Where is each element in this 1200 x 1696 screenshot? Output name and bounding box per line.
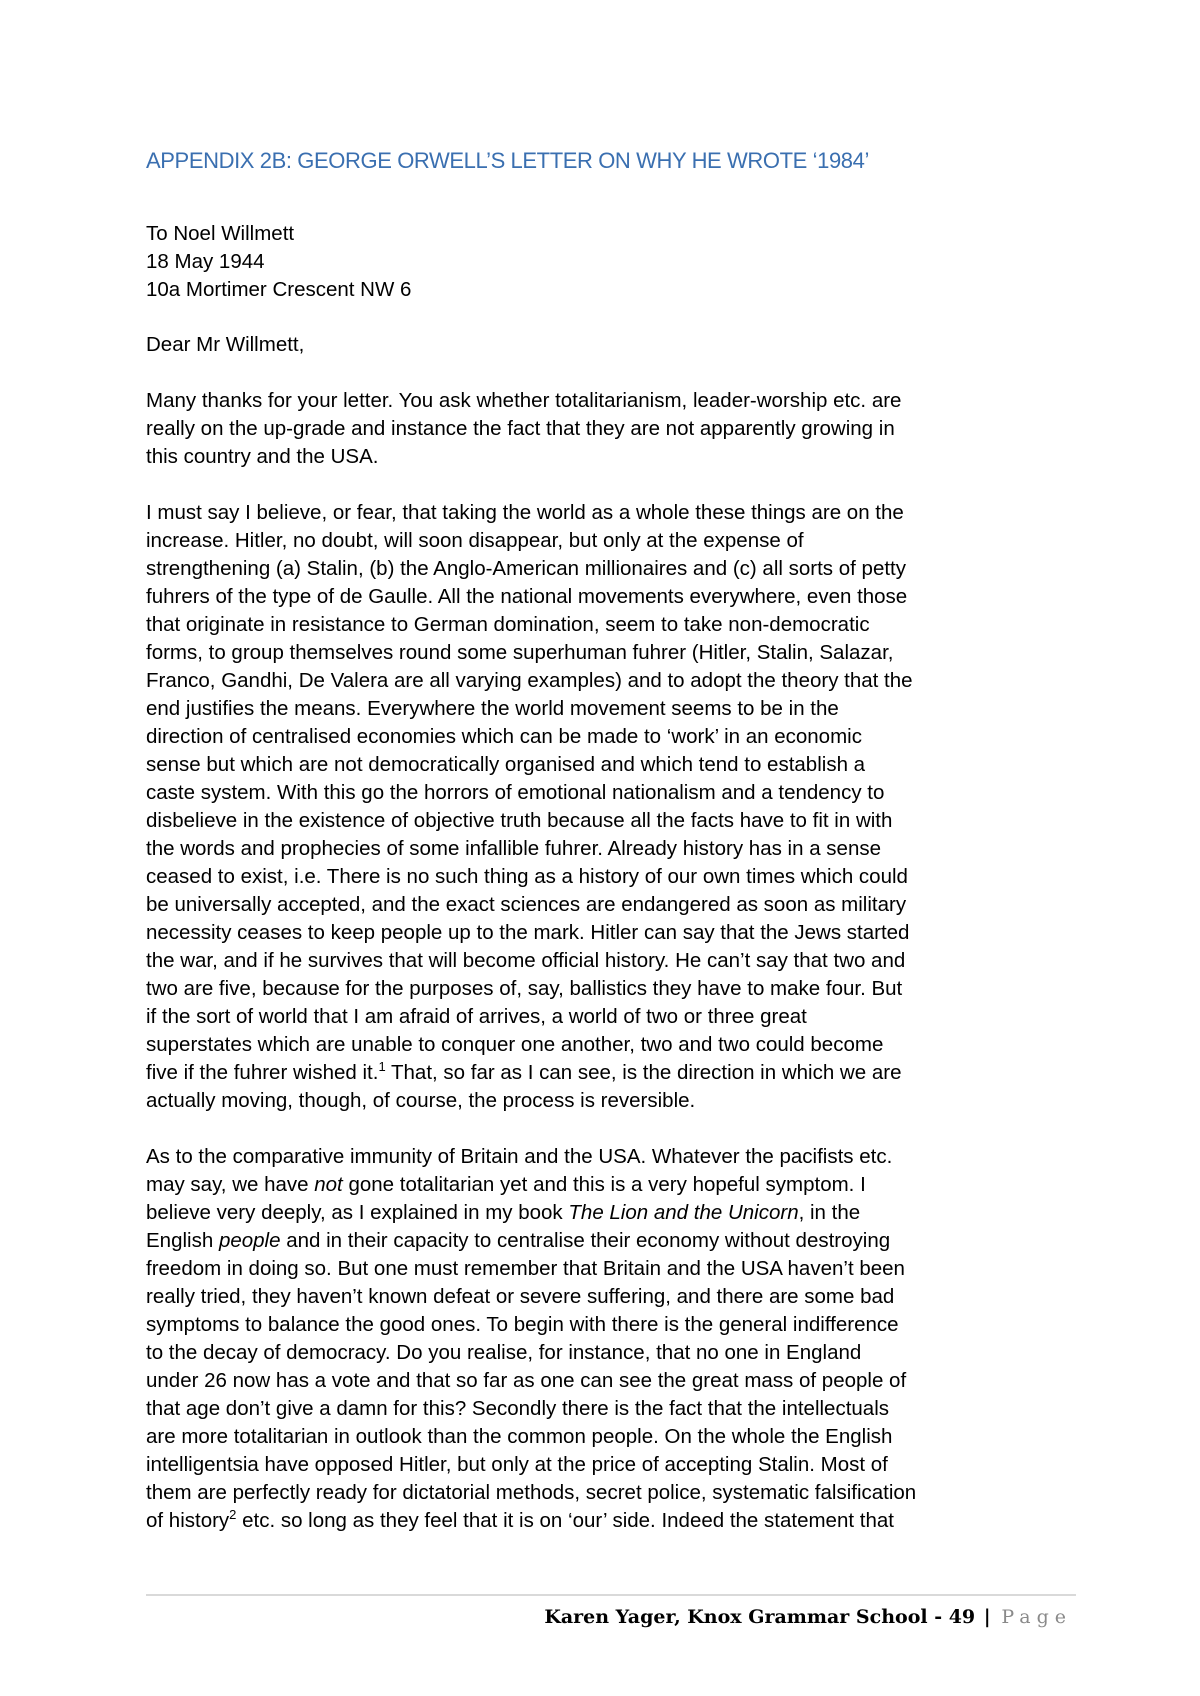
emphasis-text: not [314,1173,343,1196]
line-text: five if the fuhrer wished it. [146,1061,379,1084]
line-text: may say, we have [146,1173,315,1196]
line-text: gone totalitarian yet and this is a very hopeful symptom. I [342,1173,866,1196]
paragraph-line: end justifies the means. Everywhere the world movement seems to be in the [146,697,839,720]
footer-separator: | [983,1606,991,1628]
paragraph-line: to the decay of democracy. Do you realise, for instance, that no one in England [146,1341,862,1364]
line-text: and in their capacity to centralise their economy without destroying [280,1229,891,1252]
paragraph-line: disbelieve in the existence of objective truth because all the facts have to fit in with [146,809,893,832]
address-block [146,220,1076,304]
paragraph-1 [146,387,1076,471]
line-text: of history [146,1509,230,1532]
paragraph-line: forms, to group themselves round some superhuman fuhrer (Hitler, Stalin, Salazar, [146,641,894,664]
date-line: 18 May 1944 [146,250,265,273]
paragraph-line: I must say I believe, or fear, that taking the world as a whole these things are on the [146,501,904,524]
paragraph-line [146,1059,1076,1087]
footnote-ref-1[interactable]: 1 [378,1059,386,1074]
paragraph-line: necessity ceases to keep people up to the mark. Hitler can say that the Jews started [146,921,910,944]
paragraph-3 [146,1143,1076,1535]
paragraph-line [146,1199,1076,1227]
footer-page-word: Page [1001,1606,1072,1628]
paragraph-line: symptoms to balance the good ones. To begin with there is the general indifference [146,1313,899,1336]
book-title: The Lion and the Unicorn [568,1201,799,1224]
paragraph-line: really on the up-grade and instance the fact that they are not apparently growing in [146,417,895,440]
recipient-line: To Noel Willmett [146,222,295,245]
paragraph-line: increase. Hitler, no doubt, will soon disappear, but only at the expense of [146,529,804,552]
paragraph-line: freedom in doing so. But one must remember that Britain and the USA haven’t been [146,1257,905,1280]
paragraph-line: fuhrers of the type of de Gaulle. All the national movements everywhere, even those [146,585,908,608]
paragraph-line: are more totalitarian in outlook than the common people. On the whole the English [146,1425,893,1448]
paragraph-line: them are perfectly ready for dictatorial methods, secret police, systematic falsification [146,1481,917,1504]
document-page [146,148,1076,1563]
paragraph-line: intelligentsia have opposed Hitler, but only at the price of accepting Stalin. Most of [146,1453,888,1476]
page-footer [544,1606,1072,1628]
line-text: That, so far as I can see, is the direction in which we are [385,1061,902,1084]
paragraph-line: Franco, Gandhi, De Valera are all varying examples) and to adopt the theory that the [146,669,913,692]
paragraph-line: the war, and if he survives that will become official history. He can’t say that two and [146,949,906,972]
paragraph-line: that age don’t give a damn for this? Secondly there is the fact that the intellectuals [146,1397,890,1420]
paragraph-line: sense but which are not democratically organised and which tend to establish a [146,753,866,776]
paragraph-line: caste system. With this go the horrors of emotional nationalism and a tendency to [146,781,885,804]
line-text: etc. so long as they feel that it is on ‘our’ side. Indeed the statement that [236,1509,894,1532]
paragraph-line [146,1227,1076,1255]
paragraph-line: really tried, they haven’t known defeat or severe suffering, and there are some bad [146,1285,895,1308]
paragraph-line: if the sort of world that I am afraid of arrives, a world of two or three great [146,1005,807,1028]
paragraph-line: Many thanks for your letter. You ask whether totalitarianism, leader-worship etc. are [146,389,902,412]
paragraph-line: under 26 now has a vote and that so far as one can see the great mass of people of [146,1369,907,1392]
footnote-ref-2[interactable]: 2 [229,1507,237,1522]
street-line: 10a Mortimer Crescent NW 6 [146,278,412,301]
paragraph-line: two are five, because for the purposes of, say, ballistics they have to make four. But [146,977,903,1000]
emphasis-text: people [218,1229,281,1252]
paragraph-line [146,1171,1076,1199]
paragraph-line: superstates which are unable to conquer one another, two and two could become [146,1033,884,1056]
paragraph-line: that originate in resistance to German domination, seem to take non-democratic [146,613,870,636]
page-heading: APPENDIX 2B: GEORGE ORWELL’S LETTER ON WHY HE WROTE ‘1984’ [146,148,869,173]
line-text: believe very deeply, as I explained in my book [146,1201,569,1224]
salutation: Dear Mr Willmett, [146,333,305,356]
paragraph-line: be universally accepted, and the exact sciences are endangered as soon as military [146,893,907,916]
paragraph-line: this country and the USA. [146,445,379,468]
paragraph-line [146,1507,1076,1535]
paragraph-line: strengthening (a) Stalin, (b) the Anglo-American millionaires and (c) all sorts of petty [146,557,906,580]
paragraph-2 [146,499,1076,1115]
paragraph-line: the words and prophecies of some infallible fuhrer. Already history has in a sense [146,837,881,860]
footer-author: Karen Yager, Knox Grammar School - 49 [544,1606,976,1628]
line-text: English [146,1229,219,1252]
paragraph-line: As to the comparative immunity of Britain and the USA. Whatever the pacifists etc. [146,1145,893,1168]
paragraph-line: direction of centralised economies which can be made to ‘work’ in an economic [146,725,862,748]
paragraph-line: actually moving, though, of course, the process is reversible. [146,1089,696,1112]
line-text: , in the [798,1201,861,1224]
footer-divider [146,1594,1076,1596]
paragraph-line: ceased to exist, i.e. There is no such thing as a history of our own times which could [146,865,908,888]
